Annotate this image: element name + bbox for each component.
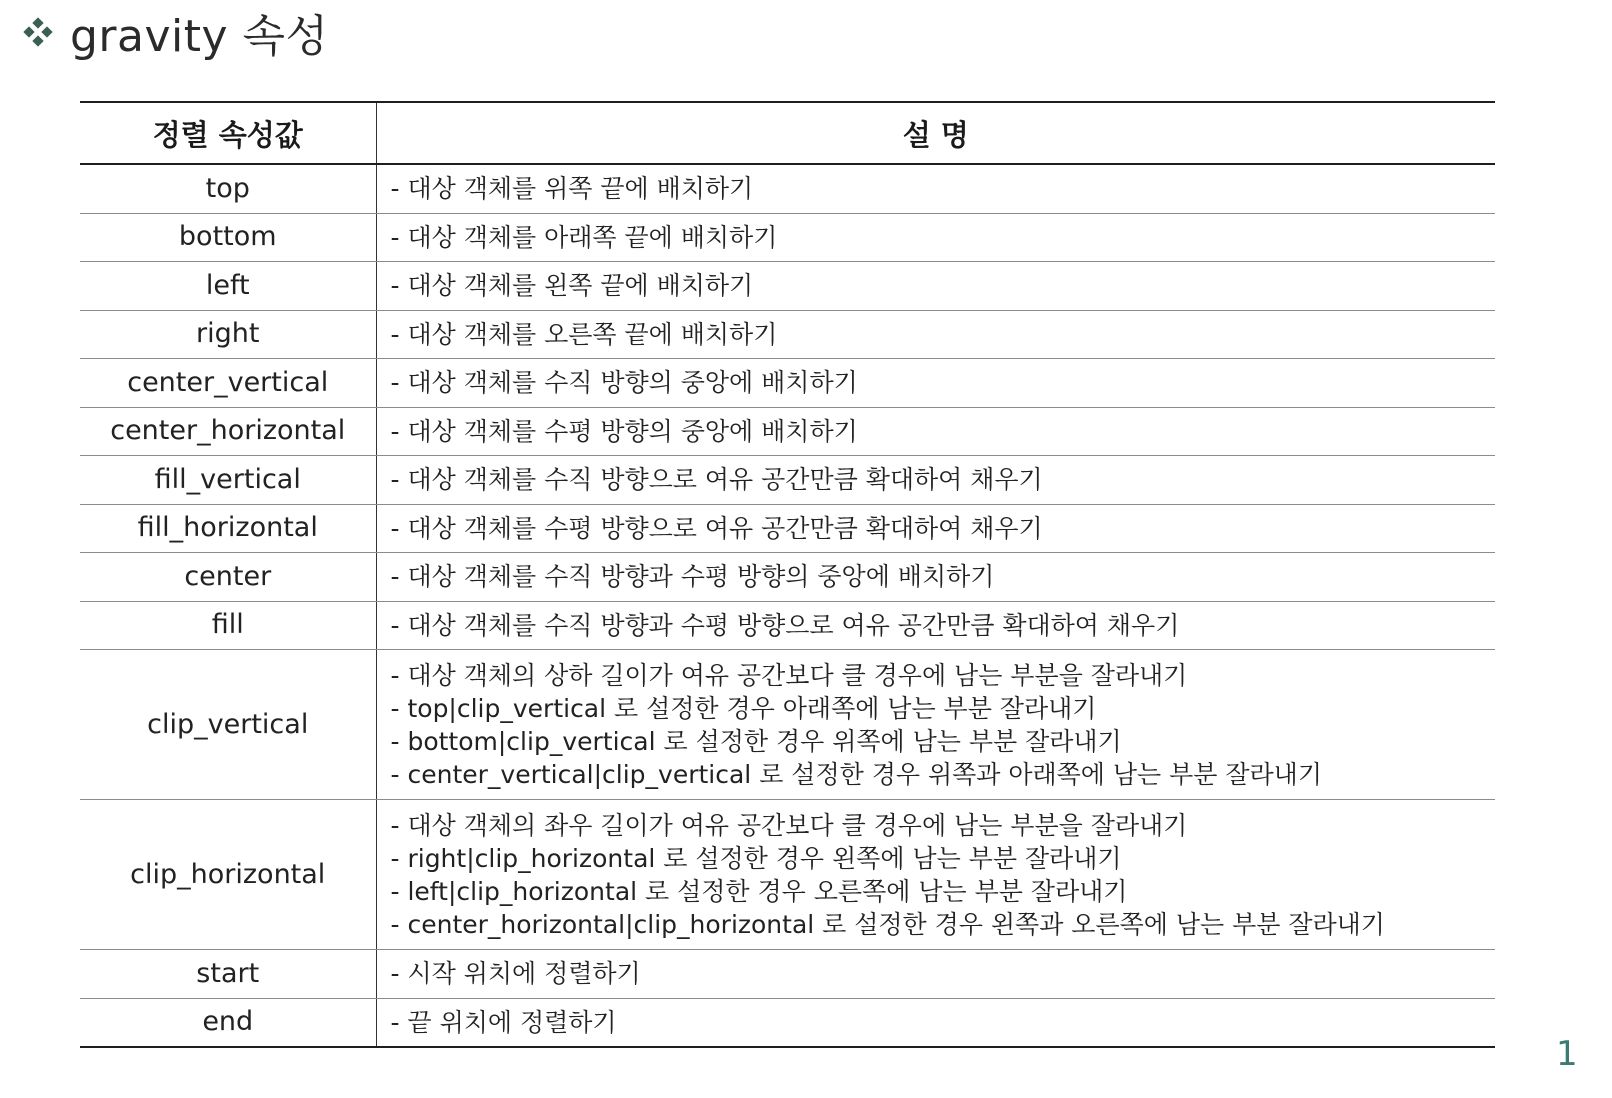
- description-line: - 시작 위치에 정렬하기: [390, 959, 641, 989]
- description-line: - 대상 객체를 오른쪽 끝에 배치하기: [390, 319, 778, 349]
- description-line: - right|clip_horizontal 로 설정한 경우 왼쪽에 남는 부분 잘라내기: [390, 843, 1122, 873]
- description-line: - bottom|clip_vertical 로 설정한 경우 위쪽에 남는 부분 잘라내기: [390, 726, 1122, 756]
- attribute-value-cell: bottom: [80, 213, 376, 262]
- description-cell: [376, 262, 1495, 311]
- table-row: [80, 800, 1495, 950]
- table-row: [80, 407, 1495, 456]
- attribute-value-cell: center_horizontal: [80, 407, 376, 456]
- attribute-value-cell: center_vertical: [80, 359, 376, 408]
- table-row: [80, 650, 1495, 800]
- attribute-value-cell: end: [80, 998, 376, 1047]
- table-row: [80, 359, 1495, 408]
- description-cell: [376, 504, 1495, 553]
- attribute-value-cell: fill_vertical: [80, 456, 376, 505]
- description-line: - 대상 객체를 아래쪽 끝에 배치하기: [390, 222, 778, 252]
- table-row: [80, 553, 1495, 602]
- description-line: - 대상 객체를 위쪽 끝에 배치하기: [390, 174, 754, 204]
- description-line: - 끝 위치에 정렬하기: [390, 1007, 617, 1037]
- table-row: [80, 310, 1495, 359]
- table-row: [80, 456, 1495, 505]
- table-row: [80, 213, 1495, 262]
- table-row: [80, 262, 1495, 311]
- attribute-value-cell: fill: [80, 601, 376, 650]
- description-cell: [376, 213, 1495, 262]
- description-line: - center_vertical|clip_vertical 로 설정한 경우 위쪽과 아래쪽에 남는 부분 잘라내기: [390, 759, 1322, 789]
- description-line: - 대상 객체를 왼쪽 끝에 배치하기: [390, 271, 754, 301]
- description-line: - 대상 객체를 수평 방향으로 여유 공간만큼 확대하여 채우기: [390, 513, 1043, 543]
- description-cell: [376, 553, 1495, 602]
- table-row: [80, 998, 1495, 1047]
- attribute-value-cell: right: [80, 310, 376, 359]
- description-cell: [376, 800, 1495, 950]
- attribute-value-cell: left: [80, 262, 376, 311]
- header-key: 정렬 속성값: [80, 102, 376, 164]
- description-line: - 대상 객체의 좌우 길이가 여유 공간보다 클 경우에 남는 부분을 잘라내기: [390, 810, 1188, 840]
- header-description: 설 명: [376, 102, 1495, 164]
- description-line: - 대상 객체를 수직 방향으로 여유 공간만큼 확대하여 채우기: [390, 465, 1043, 495]
- description-cell: [376, 310, 1495, 359]
- description-line: - left|clip_horizontal 로 설정한 경우 오른쪽에 남는 부분 잘라내기: [390, 876, 1128, 906]
- slide-title-row: [24, 2, 329, 62]
- description-cell: [376, 650, 1495, 800]
- description-cell: [376, 164, 1495, 213]
- description-cell: [376, 407, 1495, 456]
- diamond-cluster-icon: [24, 18, 52, 46]
- table-header-row: [80, 102, 1495, 164]
- description-line: - 대상 객체의 상하 길이가 여유 공간보다 클 경우에 남는 부분을 잘라내기: [390, 660, 1188, 690]
- attribute-value-cell: clip_horizontal: [80, 800, 376, 950]
- description-cell: [376, 601, 1495, 650]
- gravity-attribute-table: [80, 101, 1495, 1048]
- description-line: - top|clip_vertical 로 설정한 경우 아래쪽에 남는 부분 잘라내기: [390, 693, 1097, 723]
- description-cell: [376, 456, 1495, 505]
- table-body: [80, 164, 1495, 1047]
- attribute-value-cell: clip_vertical: [80, 650, 376, 800]
- attribute-value-cell: center: [80, 553, 376, 602]
- description-line: - 대상 객체를 수평 방향의 중앙에 배치하기: [390, 416, 858, 446]
- description-line: - 대상 객체를 수직 방향과 수평 방향의 중앙에 배치하기: [390, 562, 995, 592]
- description-cell: [376, 359, 1495, 408]
- description-line: - center_horizontal|clip_horizontal 로 설정한 경우 왼쪽과 오른쪽에 남는 부분 잘라내기: [390, 909, 1385, 939]
- page-title: gravity 속성: [70, 11, 329, 62]
- table-row: [80, 601, 1495, 650]
- table-row: [80, 950, 1495, 999]
- attribute-value-cell: fill_horizontal: [80, 504, 376, 553]
- table-row: [80, 164, 1495, 213]
- page-number: 1: [1556, 1034, 1578, 1074]
- description-line: - 대상 객체를 수직 방향과 수평 방향으로 여유 공간만큼 확대하여 채우기: [390, 610, 1180, 640]
- description-cell: [376, 998, 1495, 1047]
- attribute-value-cell: top: [80, 164, 376, 213]
- description-cell: [376, 950, 1495, 999]
- description-line: - 대상 객체를 수직 방향의 중앙에 배치하기: [390, 368, 858, 398]
- table-row: [80, 504, 1495, 553]
- attribute-value-cell: start: [80, 950, 376, 999]
